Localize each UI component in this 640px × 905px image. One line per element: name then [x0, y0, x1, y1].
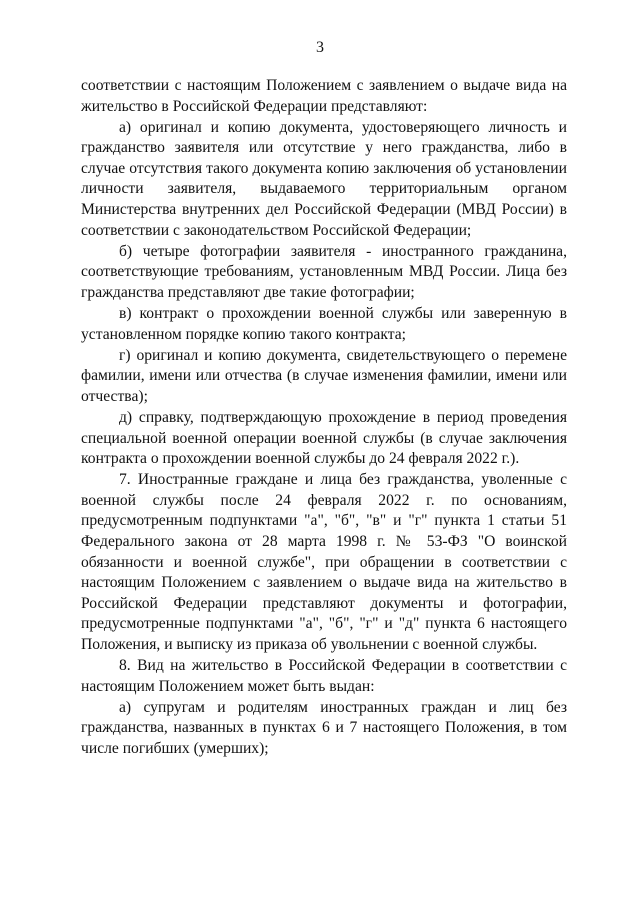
paragraph-item-d: д) справку, подтверждающую прохождение в период проведения специальной военной операции военной службы (в случае заключения контракта о прохождении военной службы до 24 февраля 2022 г.). — [81, 409, 567, 468]
page-number: 3 — [316, 39, 324, 56]
paragraph-item-b: б) четыре фотографии заявителя - иностранного гражданина, соответствующие требованиям, установленным МВД России. Лица без гражданства представляют две такие фотографии; — [81, 242, 567, 301]
paragraph-intro: соответствии с настоящим Положением с заявлением о выдаче вида на жительство в Российской Федерации представляют: — [81, 77, 567, 115]
paragraph-clause-7: 7. Иностранные граждане и лица без гражданства, уволенные с военной службы после 24 февраля 2022 г. по основаниям, предусмотренным подпунктами "а", "б", "в" и "г" пункта 1 статьи 51 Федерального закона от 28 марта 1998 г. № 53-ФЗ "О воинской обязанности и военной службе", при обращении в соответствии с настоящим Положением с заявлением о выдаче вида на жительство в Российской Федерации представляют документы и фотографии, предусмотренные подпунктами "а", "б", "г" и "д" пункта 6 настоящего Положения, и выписку из приказа об увольнении с военной службы. — [81, 471, 567, 654]
paragraph-item-a: а) оригинал и копию документа, удостоверяющего личность и гражданство заявителя или отсутствие у него гражданства, либо в случае отсутствия такого документа копию заключения об установлении личности заявителя, выдаваемого территориальным органом Министерства внутренних дел Российской Федерации (МВД России) в соответствии с законодательством Российской Федерации; — [81, 118, 567, 239]
paragraph-item-v: в) контракт о прохождении военной службы или заверенную в установленном порядке копию такого контракта; — [81, 305, 567, 343]
paragraph-clause-8-item-a: а) супругам и родителям иностранных граждан и лиц без гражданства, названных в пунктах 6 и 7 настоящего Положения, в том числе погибших (умерших); — [81, 698, 567, 757]
paragraph-item-g: г) оригинал и копию документа, свидетельствующего о перемене фамилии, имени или отчества (в случае изменения фамилии, имени или отчества); — [81, 346, 567, 405]
paragraph-clause-8: 8. Вид на жительство в Российской Федерации в соответствии с настоящим Положением может быть выдан: — [81, 657, 567, 695]
document-body — [81, 76, 567, 760]
